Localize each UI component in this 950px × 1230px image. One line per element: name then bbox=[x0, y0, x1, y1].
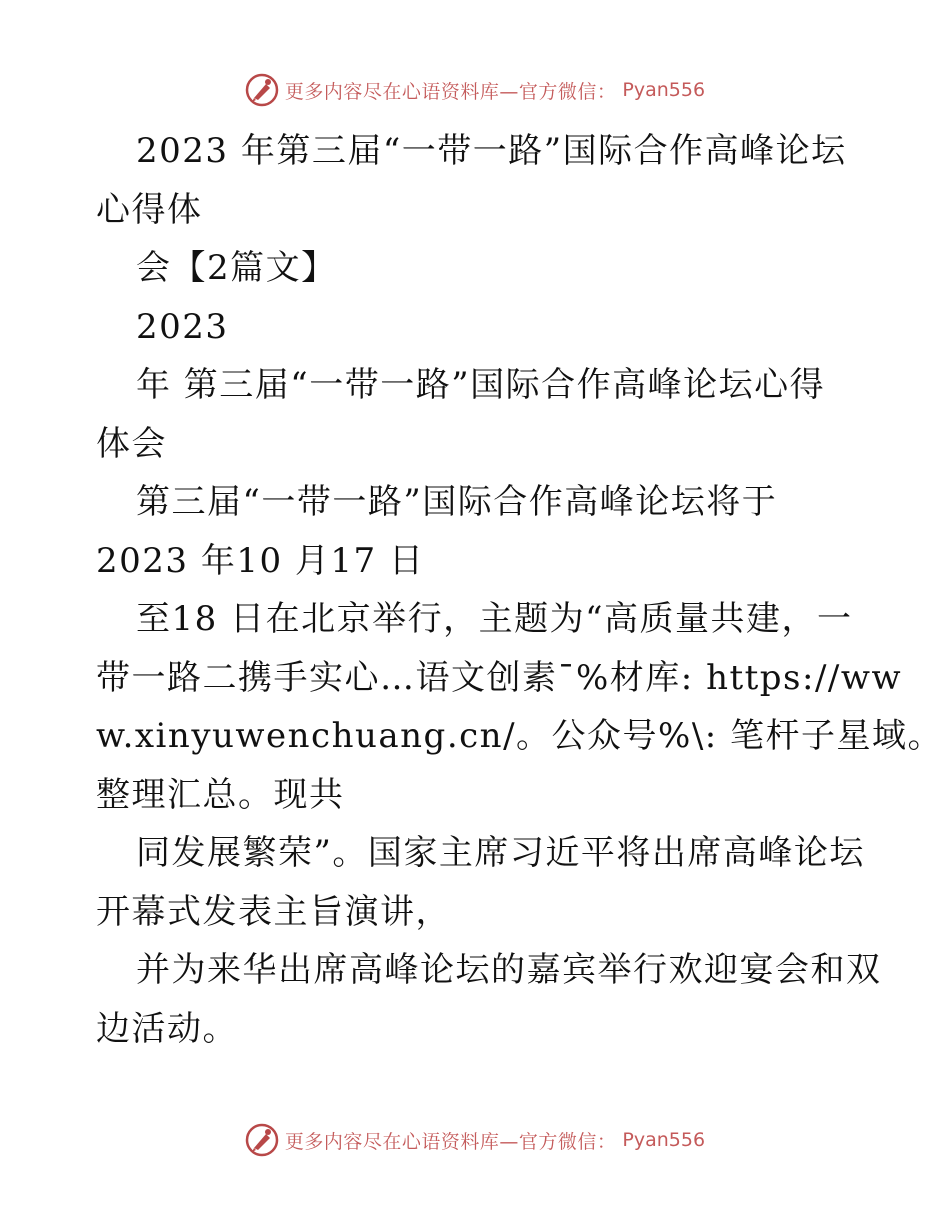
text-line: 年 第三届“一带一路”国际合作高峰论坛心得 bbox=[136, 365, 826, 405]
text-line: 带一路二携手实心…语文创素¯%材库: https://ww bbox=[96, 657, 903, 698]
footer-watermark-banner bbox=[0, 1120, 950, 1160]
text-line: 2023 年10 月17 日 bbox=[96, 540, 425, 581]
document-body bbox=[96, 122, 944, 1058]
text-line: 边活动。 bbox=[96, 1008, 238, 1049]
text-line: 心得体 bbox=[96, 189, 203, 230]
text-line: 并为来华出席高峰论坛的嘉宾举行欢迎宴会和双 bbox=[136, 950, 882, 990]
header-watermark-banner bbox=[0, 70, 950, 110]
text-line: 体会 bbox=[96, 423, 167, 464]
text-line: 第三届“一带一路”国际合作高峰论坛将于 bbox=[136, 482, 778, 522]
text-line: 2023 年第三届“一带一路”国际合作高峰论坛 bbox=[136, 131, 847, 171]
banner-contact-id: Pyan556 bbox=[622, 79, 706, 101]
banner-contact-id: Pyan556 bbox=[622, 1129, 706, 1151]
pen-logo-icon bbox=[245, 1123, 279, 1157]
banner-text: 更多内容尽在心语资料库—官方微信： bbox=[284, 80, 617, 103]
banner-text: 更多内容尽在心语资料库—官方微信： bbox=[284, 1130, 617, 1153]
text-line: 2023 bbox=[136, 306, 229, 347]
text-line: 至18 日在北京举行，主题为“高质量共建，一 bbox=[136, 599, 853, 639]
text-line: w.xinyuwenchuang.cn/。公众号%\: 笔杆子星域。 bbox=[96, 716, 944, 756]
text-line: 会【2篇文】 bbox=[136, 248, 337, 288]
text-line: 开幕式发表主旨演讲， bbox=[96, 891, 451, 932]
text-line: 整理汇总。现共 bbox=[96, 774, 345, 815]
text-line: 同发展繁荣”。国家主席习近平将出席高峰论坛 bbox=[136, 833, 865, 873]
pen-logo-icon bbox=[245, 73, 279, 107]
